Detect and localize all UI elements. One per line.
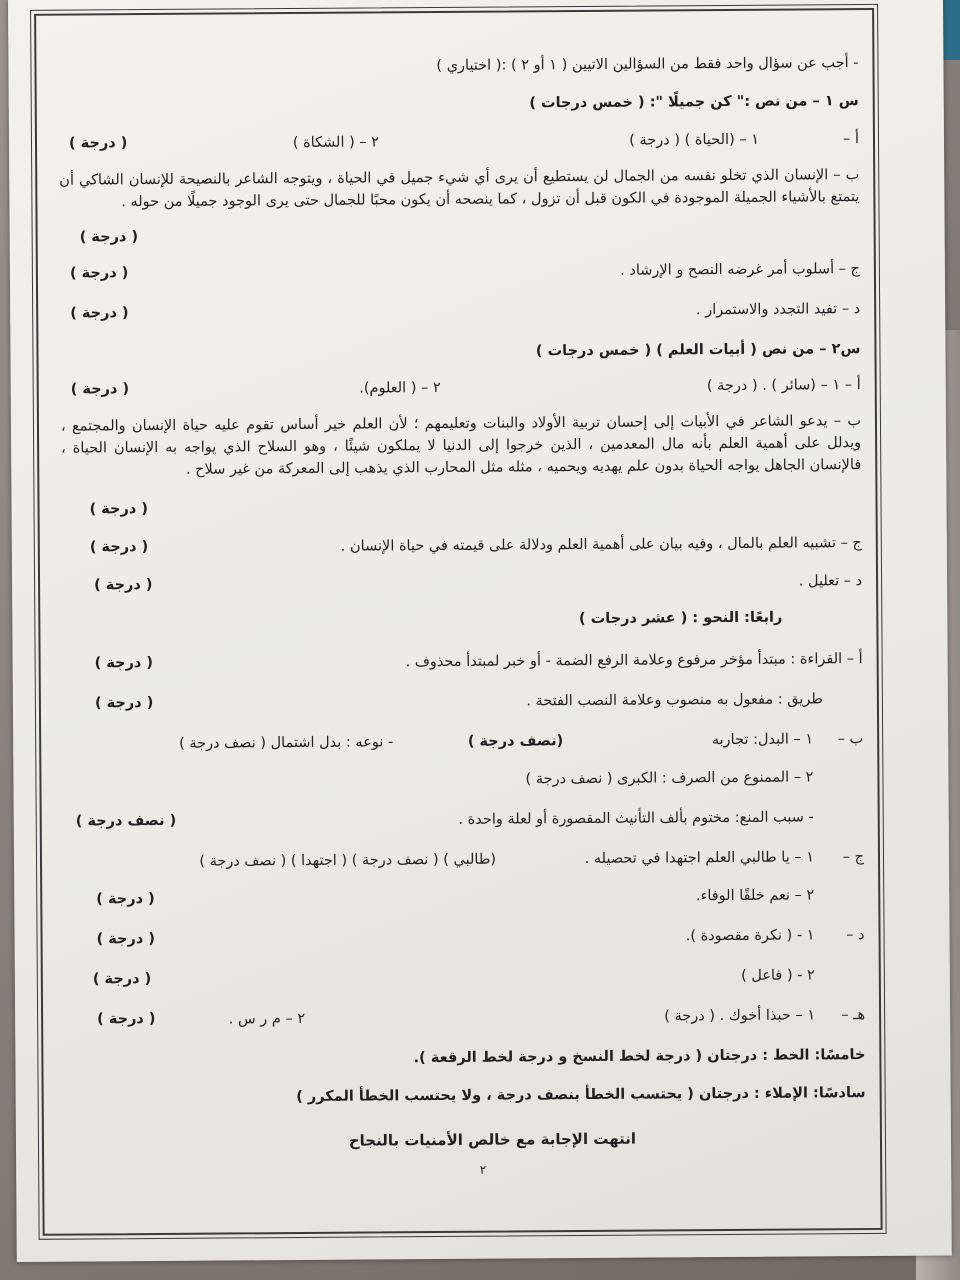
nahw-heading-text: رابعًا: النحو : ( عشر درجات ) [578,609,783,628]
nahw-d-prefix: د – [846,927,865,944]
nahw-d2-text: ٢ - ( فاعل ) [741,967,815,984]
nahw-b1-type: - نوعه : بدل اشتمال ( نصف درجة ) [178,734,394,752]
nahw-h2-mark: ( درجة ) [97,1010,156,1028]
nahw-b1-prefix: ب – [837,731,864,748]
nahw-h2-text: ٢ – م ر س . [228,1010,306,1028]
nahw-c2-mark: ( درجة ) [96,890,155,908]
q1-heading-text: س ١ – من نص :" كن جميلًا ": ( خمس درجات ) [529,93,859,112]
q1-d-mark: ( درجة ) [70,305,129,322]
instruction-text: - أجب عن سؤال واحد فقط من السؤالين الاتيين ( ١ أو ٢ ) :( اختياري ) [436,55,859,75]
nahw-b3-text: - سبب المنع: مختوم بألف التأنيث المقصورة أو لعلة واحدة . [458,809,814,828]
nahw-a2-text: طريق : مفعول به منصوب وعلامة النصب الفتحة . [526,691,823,710]
q1-a-1: ١ – (الحياة ) ( درجة ) [629,131,760,149]
nahw-d2-mark: ( درجة ) [92,971,152,988]
nahw-h1-text: ١ – حبذا أخوك . ( درجة ) [664,1007,816,1025]
q1-a-2: ٢ – ( الشكاة ) [292,134,380,152]
nahw-d1-mark: ( درجة ) [96,930,156,948]
q2-c-text: ج – تشبيه العلم بالمال ، وفيه بيان على أهمية العلم ودلالة على قيمته في حياة الإنسان . [340,535,862,555]
q1-c-text: ج – أسلوب أمر غرضه النصح و الإرشاد . [620,261,860,279]
q2-a-2: ٢ – ( العلوم). [359,379,441,397]
nahw-b1-text: ١ – البدل: تجاربه [711,731,814,749]
q2-d-text: د – تعليل . [798,573,863,590]
nahw-a1-mark: ( درجة ) [94,655,154,672]
nahw-c2-text: ٢ – نعم خلقًا الوفاء. [695,887,815,905]
q1-a-mark: ( درجة ) [68,135,128,152]
q2-a-1: أ – ١ – (سائر ) . ( درجة ) [706,377,861,395]
nahw-h-prefix: هـ – [841,1007,866,1024]
q1-b-mark: ( درجة ) [79,229,139,246]
q1-a-prefix: أ – [843,131,860,148]
q2-heading-text: س٢ – من نص ( أبيات العلم ) ( خمس درجات ) [535,341,861,360]
q1-d-text: د – تفيد التجدد والاستمرار . [695,301,861,319]
q1-b-text: ب – الإنسان الذي تخلو نفسه من الجمال لن يستطيع أن يرى أي شيء جميل في الحياة ، ويتوجه الشاعر بالنصيحة للإنسان الشاكي أن يتمتع بالأشياء الجميلة الموجودة في الكون قبل أن تزول ، كما ينصحه أن يكون محبًا للجمال حتى يرى الوجود جميلًا من حوله . [59,167,860,211]
closing-text: انتهت الإجابة مع خالص الأمنيات بالنجاح [348,1129,637,1150]
q2-b-paragraph [61,410,861,482]
q2-a-mark: ( درجة ) [70,381,130,398]
khat-text: خامسًا: الخط : درجتان ( درجة لخط النسخ و درجة لخط الرقعة ). [413,1047,866,1067]
nahw-a2-mark: ( درجة ) [94,695,154,712]
nahw-a1-text: أ – القراءة : مبتدأ مؤخر مرفوع وعلامة الرفع الضمة - أو خبر لمبتدأ محذوف . [405,651,863,671]
exam-answer-sheet [8,0,952,1262]
q1-b-paragraph [59,164,859,214]
q2-b-mark: ( درجة ) [89,501,149,518]
imlaa-text: سادسًا: الإملاء : درجتان ( يحتسب الخطأ بنصف درجة ، ولا يحتسب الخطأ المكرر ) [296,1085,866,1106]
page-number-text: ٢ [479,1162,487,1177]
q2-b-text: ب – يدعو الشاعر في الأبيات إلى إحسان تربية الأولاد والبنات وتعليمهم ؛ لأن العلم خير أساس تقوم عليه حياة الإنسان والمجتمع ، ويدلل على أهمية العلم بأنه مال المعدمين ، الذين خرجوا إلى الدنيا لا يملكون شيئًا ، وهو السلاح الذي يواجه به الإنسان الحياة ، فالإنسان الجاهل يواجه الحياة بدون علم يهديه ويحميه ، مثله مثل المحارب الذي يذهب إلى المعركة من غير سلاح . [60,413,862,478]
nahw-c1-text: ١ – يا طالبي العلم اجتهدا في تحصيله . [584,849,815,867]
nahw-b3-mark: ( نصف درجة ) [75,812,177,830]
q2-d-mark: ( درجة ) [94,577,153,594]
nahw-c1-rest: (طالبي ) ( نصف درجة ) ( اجتهدا ) ( نصف درجة ) [199,851,497,870]
nahw-b2-text: ٢ – الممنوع من الصرف : الكبرى ( نصف درجة ) [525,769,814,788]
q2-c-mark: ( درجة ) [89,539,149,556]
nahw-c1-prefix: ج – [842,849,865,866]
nahw-d1-text: ١ - ( نكرة مقصودة ). [685,927,815,945]
nahw-b1-half: (نصف درجة ) [467,733,564,750]
q1-c-mark: ( درجة ) [69,265,129,282]
